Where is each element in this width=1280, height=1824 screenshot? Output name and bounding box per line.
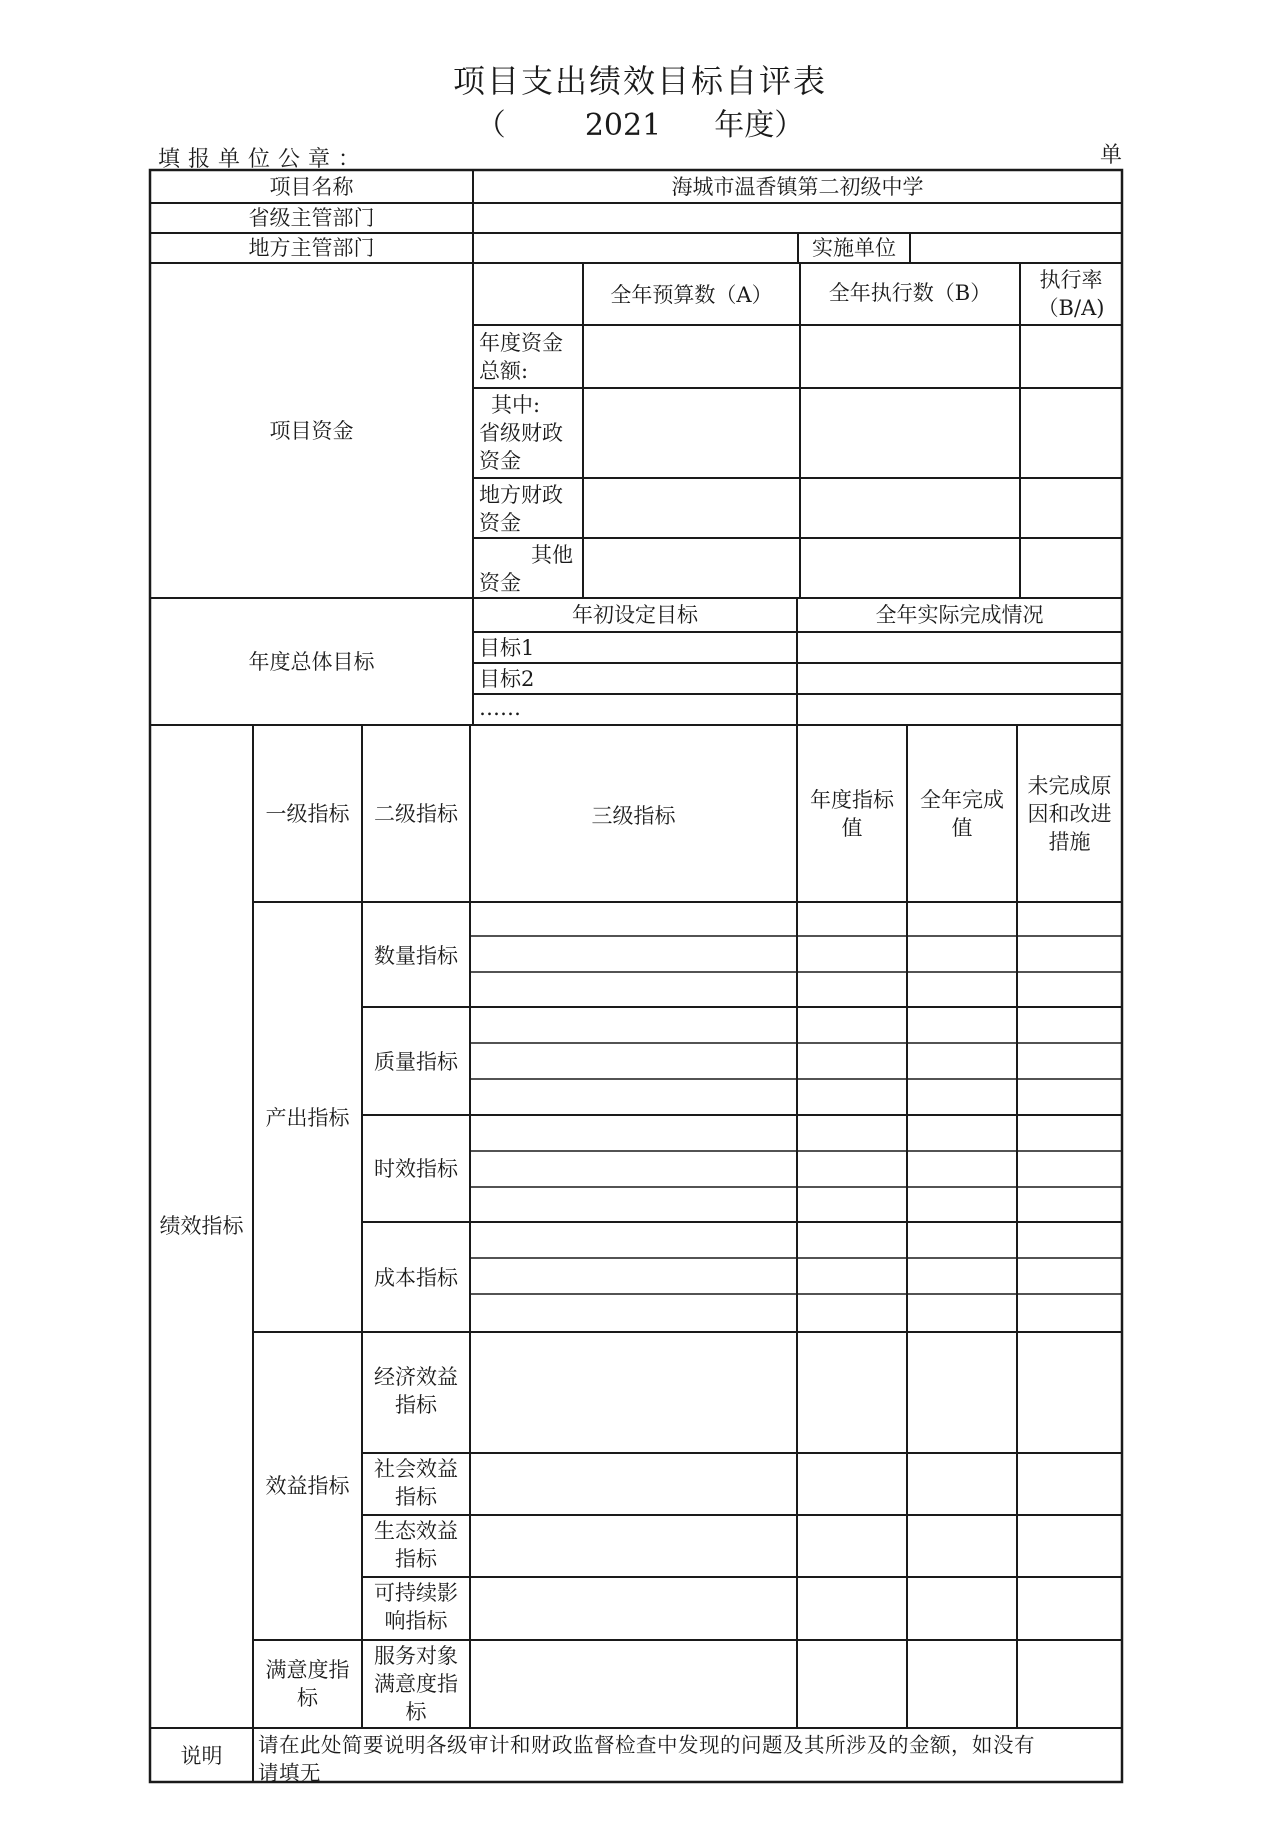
output-indicators-label: 产出指标 <box>265 1106 350 1130</box>
year-suffix: 年度） <box>714 108 805 143</box>
col-executed-label: 全年执行数（B） <box>828 281 992 305</box>
col-actual-completion-label: 全年实际完成情况 <box>875 603 1044 627</box>
service-satisfaction-label: 服务对象 满意度指 标 <box>374 1644 458 1724</box>
col-level2-label: 二级指标 <box>374 802 458 826</box>
project-name-value: 海城市温香镇第二初级中学 <box>671 175 924 199</box>
col-reason-label: 未完成原 因和改进 措施 <box>1027 774 1112 854</box>
benefit-indicators-label: 效益指标 <box>265 1474 350 1498</box>
sustainability-benefit-label: 可持续影 响指标 <box>374 1581 458 1633</box>
row-provincial-funds-label: 其中: 省级财政 资金 <box>479 393 563 473</box>
goal-item-1: 目标1 <box>479 636 535 660</box>
col-initial-goal-label: 年初设定目标 <box>572 603 698 627</box>
goal-item-2: 目标2 <box>479 667 535 691</box>
row-other-funds-label: 其他 资金 <box>479 543 573 595</box>
ecological-benefit-label: 生态效益 指标 <box>374 1519 458 1571</box>
goal-item-ellipsis: …… <box>479 696 521 720</box>
col-annual-actual-label: 全年完成 值 <box>920 788 1004 840</box>
performance-indicators-label: 绩效指标 <box>159 1214 244 1238</box>
row-total-funds-label: 年度资金 总额: <box>479 331 563 383</box>
local-dept-label: 地方主管部门 <box>248 236 375 260</box>
form-title: 项目支出绩效目标自评表 <box>452 62 827 100</box>
col-level1-label: 一级指标 <box>265 802 350 826</box>
project-funds-label: 项目资金 <box>269 419 354 443</box>
timeliness-indicator-label: 时效指标 <box>374 1157 458 1181</box>
col-annual-target-label: 年度指标 值 <box>810 788 894 840</box>
project-name-label: 项目名称 <box>269 175 354 199</box>
quality-indicator-label: 质量指标 <box>374 1050 458 1074</box>
annual-goals-label: 年度总体目标 <box>248 650 375 674</box>
provincial-dept-label: 省级主管部门 <box>248 206 375 230</box>
economic-benefit-label: 经济效益 指标 <box>374 1365 458 1417</box>
year-value: 2021 <box>584 108 662 143</box>
note-label: 说明 <box>180 1744 223 1768</box>
filler-seal-label: 填报单位公章： <box>158 147 369 172</box>
row-local-funds-label: 地方财政 资金 <box>479 483 563 535</box>
cost-indicator-label: 成本指标 <box>374 1266 458 1290</box>
col-rate-label: 执行率 （B/A) <box>1037 268 1105 320</box>
social-benefit-label: 社会效益 指标 <box>374 1457 458 1509</box>
implementing-unit-label: 实施单位 <box>812 236 896 260</box>
col-level3-label: 三级指标 <box>591 804 676 828</box>
note-text: 请在此处简要说明各级审计和财政监督检查中发现的问题及其所涉及的金额，如没有 请填无 <box>258 1733 1035 1785</box>
quantity-indicator-label: 数量指标 <box>374 944 458 968</box>
satisfaction-indicators-label: 满意度指 标 <box>265 1658 350 1710</box>
col-budget-label: 全年预算数（A） <box>610 283 773 307</box>
unit-label: 单 <box>1100 143 1123 168</box>
year-prefix: （ <box>475 108 506 143</box>
